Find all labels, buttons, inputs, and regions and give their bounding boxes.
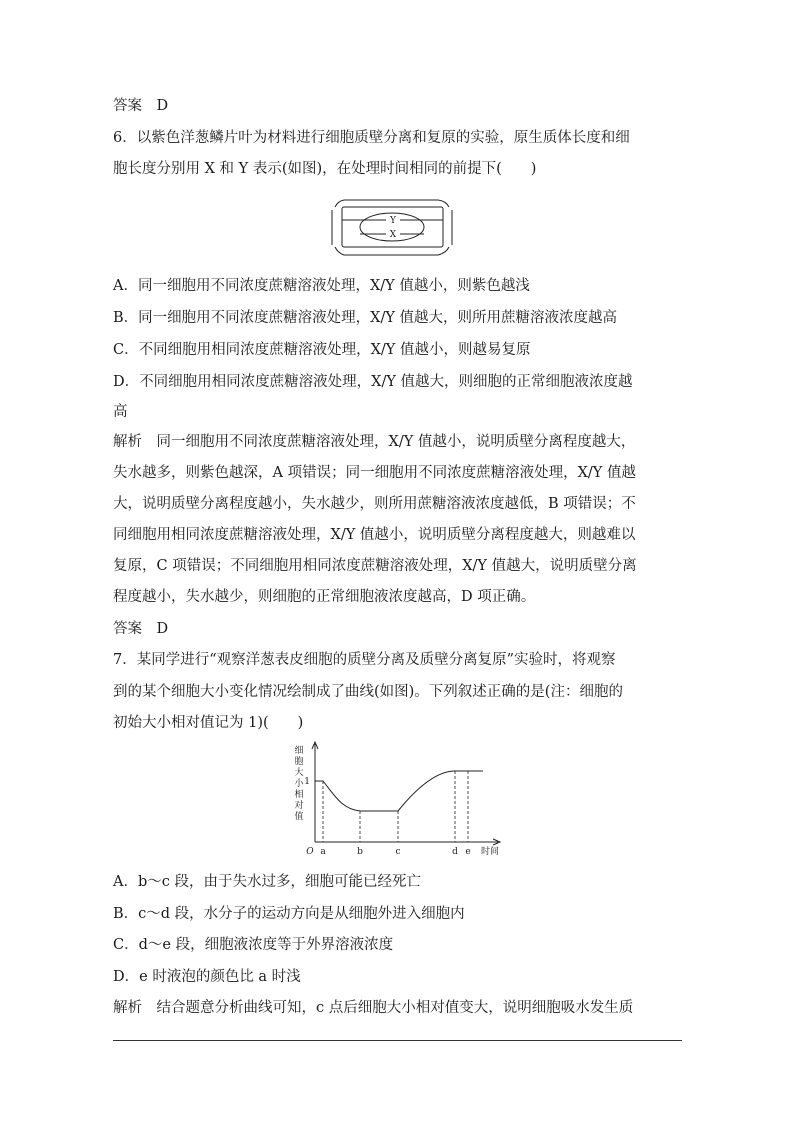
q6-stem-line-2: 胞长度分别用 X 和 Y 表示(如图)，在处理时间相同的前提下( ) bbox=[113, 161, 537, 177]
x-tick-a: a bbox=[320, 847, 326, 857]
answer-line-5: 答案 D bbox=[113, 98, 169, 114]
cell-size-curve bbox=[315, 771, 483, 811]
svg-text:相: 相 bbox=[294, 790, 304, 800]
cell-size-curve-figure bbox=[290, 738, 510, 863]
x-tick-c: c bbox=[395, 847, 401, 857]
y-tick-1: 1 bbox=[304, 777, 310, 787]
x-tick-b: b bbox=[357, 847, 363, 857]
svg-text:胞: 胞 bbox=[294, 757, 304, 767]
x-axis-label: 时间 bbox=[480, 847, 500, 857]
q7-option-c: C．d～e 段，细胞液浓度等于外界溶液浓度 bbox=[113, 937, 394, 953]
q6-analysis-line-2: 失水越多，则紫色越深，A 项错误；同一细胞用不同浓度蔗糖溶液处理，X/Y 值越 bbox=[113, 465, 636, 481]
q6-stem-line-1: 6．以紫色洋葱鳞片叶为材料进行细胞质壁分离和复原的实验，原生质体长度和细 bbox=[113, 130, 630, 146]
q7-analysis-line-1: 解析 结合题意分析曲线可知，c 点后细胞大小相对值变大，说明细胞吸水发生质 bbox=[113, 1000, 634, 1016]
q6-analysis-line-4: 同细胞用相同浓度蔗糖溶液处理，X/Y 值越小，说明质壁分离程度越大，则越难以 bbox=[113, 527, 636, 543]
q6-option-d-line-1: D．不同细胞用相同浓度蔗糖溶液处理，X/Y 值越大，则细胞的正常细胞液浓度越 bbox=[113, 374, 633, 390]
svg-text:大: 大 bbox=[294, 768, 304, 778]
q7-option-a: A．b～c 段，由于失水过多，细胞可能已经死亡 bbox=[113, 874, 421, 890]
q6-option-a: A．同一细胞用不同浓度蔗糖溶液处理，X/Y 值越小，则紫色越浅 bbox=[113, 278, 530, 294]
footer-rule bbox=[113, 1040, 682, 1041]
y-axis-label bbox=[294, 745, 304, 822]
q6-analysis-line-6: 程度越小，失水越少，则细胞的正常细胞液浓度越高，D 项正确。 bbox=[113, 589, 536, 605]
q7-stem-line-2: 到的某个细胞大小变化情况绘制成了曲线(如图)。下列叙述正确的是(注：细胞的 bbox=[113, 684, 623, 700]
q6-analysis-line-5: 复原，C 项错误；不同细胞用相同浓度蔗糖溶液处理，X/Y 值越大，说明质壁分离 bbox=[113, 558, 637, 574]
q7-option-d: D．e 时液泡的颜色比 a 时浅 bbox=[113, 969, 301, 985]
label-y: Y bbox=[390, 216, 396, 226]
q6-option-c: C．不同细胞用相同浓度蔗糖溶液处理，X/Y 值越小，则越易复原 bbox=[113, 342, 531, 358]
q7-stem-line-1: 7．某同学进行“观察洋葱表皮细胞的质壁分离及质壁分离复原”实验时，将观察 bbox=[113, 652, 616, 668]
q7-stem-line-3: 初始大小相对值记为 1)( ) bbox=[113, 715, 304, 731]
q6-option-b: B．同一细胞用不同浓度蔗糖溶液处理，X/Y 值越大，则所用蔗糖溶液浓度越高 bbox=[113, 310, 618, 326]
q6-analysis-line-1: 解析 同一细胞用不同浓度蔗糖溶液处理，X/Y 值越小，说明质壁分离程度越大， bbox=[113, 434, 636, 450]
svg-text:小: 小 bbox=[294, 779, 304, 789]
svg-text:对: 对 bbox=[294, 801, 304, 811]
x-tick-d: d bbox=[452, 847, 458, 857]
q7-option-b: B．c～d 段，水分子的运动方向是从细胞外进入细胞内 bbox=[113, 906, 465, 922]
answer-line-6: 答案 D bbox=[113, 621, 169, 637]
svg-text:值: 值 bbox=[294, 812, 304, 822]
origin-label: O bbox=[306, 847, 314, 857]
label-x: X bbox=[389, 230, 397, 240]
q6-analysis-line-3: 大，说明质壁分离程度越小，失水越少，则所用蔗糖溶液浓度越低，B 项错误；不 bbox=[113, 496, 636, 512]
cell-diagram-figure bbox=[330, 195, 455, 260]
x-tick-e: e bbox=[465, 847, 471, 857]
svg-text:细: 细 bbox=[294, 746, 304, 756]
q6-option-d-line-2: 高 bbox=[113, 404, 128, 420]
